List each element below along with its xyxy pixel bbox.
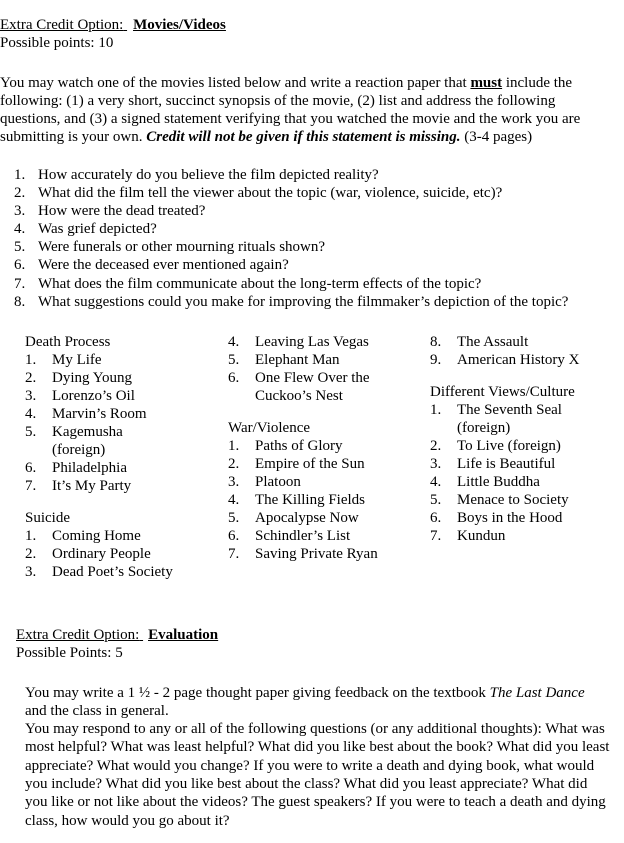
movie-item-number: 7. <box>430 527 442 544</box>
movie-item-number: 1. <box>25 527 37 544</box>
movie-item-number: 4. <box>228 491 240 508</box>
movie-list-item <box>25 527 225 545</box>
movie-list-item <box>25 387 225 405</box>
movie-title: Ordinary People <box>52 545 151 562</box>
movie-title: Dying Young <box>52 369 133 386</box>
movies-section-heading <box>0 16 624 34</box>
movie-list-item <box>228 491 428 509</box>
movie-item-number: 7. <box>228 545 240 562</box>
movie-title: Schindler’s List <box>255 527 351 544</box>
movie-title: Philadelphia <box>52 459 127 476</box>
eval-p1-part2: and the class in general. <box>25 702 169 719</box>
movie-item-number: 4. <box>25 405 37 422</box>
movie-item-number: 5. <box>228 509 240 526</box>
movie-item-number: 3. <box>25 387 37 404</box>
movie-item-number: 1. <box>25 351 37 368</box>
movie-title: Kundun <box>457 527 506 544</box>
movie-title: Platoon <box>255 473 301 490</box>
movie-list-item <box>430 351 624 369</box>
movie-item-number: 6. <box>228 369 240 386</box>
movie-title: Elephant Man <box>255 351 340 368</box>
movie-list-item <box>228 455 428 473</box>
movie-list-item <box>430 437 624 455</box>
question-item <box>0 184 624 202</box>
eval-p1-part1: You may write a 1 ½ - 2 page thought paper giving feedback on the textbook <box>25 684 490 701</box>
question-item <box>0 256 624 274</box>
movie-title: My Life <box>52 351 102 368</box>
movie-item-number: 7. <box>25 477 37 494</box>
movie-item-number: 3. <box>430 455 442 472</box>
movie-list <box>430 333 624 369</box>
question-number: 6. <box>14 257 26 274</box>
movie-list-item <box>228 509 428 527</box>
movies-possible-points: Possible points: 10 <box>0 35 114 52</box>
movie-item-number: 5. <box>25 423 37 440</box>
movie-category-label: Suicide <box>25 509 70 526</box>
movie-list-item <box>430 333 624 351</box>
movie-item-number: 6. <box>25 459 37 476</box>
movie-list-item <box>228 351 428 369</box>
movie-list <box>228 333 428 405</box>
column-spacer <box>228 405 428 419</box>
movie-item-number: 6. <box>430 509 442 526</box>
movie-title: American History X <box>457 351 580 368</box>
movie-item-number: 9. <box>430 351 442 368</box>
movie-item-number: 3. <box>25 563 37 580</box>
movie-title: Paths of Glory <box>255 437 343 454</box>
movie-title: Saving Private Ryan <box>255 545 378 562</box>
evaluation-section <box>16 626 624 830</box>
movie-list-item <box>228 333 428 351</box>
question-item <box>0 166 624 184</box>
question-text: Was grief depicted? <box>38 221 157 238</box>
intro-emphasis-must: must <box>470 74 503 91</box>
question-text: What did the film tell the viewer about the topic (war, violence, suicide, etc)? <box>38 184 503 201</box>
movie-title: Cuckoo’s Nest <box>255 387 343 404</box>
movie-list-item <box>25 545 225 563</box>
intro-text-part1: You may watch one of the movies listed below and write a reaction paper that <box>0 74 471 91</box>
eval-book-title: The Last Dance <box>489 684 585 701</box>
question-item <box>0 220 624 238</box>
question-number: 7. <box>14 275 26 292</box>
movie-title: Little Buddha <box>457 473 540 490</box>
movie-list-item <box>430 527 624 545</box>
question-text: How were the dead treated? <box>38 203 206 220</box>
question-number: 5. <box>14 239 26 256</box>
movie-list <box>430 401 624 545</box>
evaluation-possible-points: Possible Points: 5 <box>16 645 123 662</box>
movie-list-item <box>430 491 624 509</box>
movies-heading-title: Movies/Videos <box>133 17 226 33</box>
movie-category-label: War/Violence <box>228 419 311 436</box>
movie-item-number: 4. <box>430 473 442 490</box>
movie-list-item <box>228 527 428 545</box>
movie-list-item <box>430 473 624 491</box>
movie-item-number: 3. <box>228 473 240 490</box>
evaluation-heading-prefix: Extra Credit Option: <box>16 626 140 643</box>
movie-category-label: Different Views/Culture <box>430 383 575 400</box>
question-item <box>0 238 624 256</box>
question-text: What does the film communicate about the long-term effects of the topic? <box>38 275 482 292</box>
evaluation-body <box>25 684 624 830</box>
column-spacer <box>430 369 624 383</box>
reaction-paper-questions-list <box>0 166 624 311</box>
movie-list-item <box>228 437 428 455</box>
movie-title: One Flew Over the <box>255 369 370 386</box>
movie-list-item <box>228 545 428 563</box>
movie-list-item <box>430 509 624 527</box>
movie-title: Empire of the Sun <box>255 455 365 472</box>
movie-item-number: 2. <box>25 545 37 562</box>
movies-intro-paragraph <box>0 74 615 147</box>
movie-column-2 <box>228 333 428 563</box>
movie-title: Dead Poet’s Society <box>52 563 173 580</box>
movie-category-columns <box>0 333 624 588</box>
movie-item-number: 6. <box>228 527 240 544</box>
intro-text-part3: (3-4 pages) <box>460 129 533 146</box>
question-item <box>0 293 624 311</box>
evaluation-heading-title: Evaluation <box>148 626 219 643</box>
movie-title: The Killing Fields <box>255 491 365 508</box>
movie-list <box>228 437 428 563</box>
movie-list <box>25 351 225 495</box>
column-spacer <box>25 495 225 509</box>
movie-column-3 <box>430 333 624 545</box>
evaluation-paragraph-1 <box>25 684 605 721</box>
movie-title: (foreign) <box>457 419 511 436</box>
evaluation-section-heading <box>16 626 624 644</box>
movie-list-item <box>25 405 225 423</box>
evaluation-paragraph-2: You may respond to any or all of the following questions (or any additional thoughts): What was most helpful? What was least helpful? What did you like best about the book? What did you least appreciate? What would you change? If you were to write a death and dying book, what would you include? What did you like best about the class? What did you least appreciate? What did you like or not like about the videos? The guest speakers? If you were to teach a death and dying class, how would you go about it? <box>25 721 610 829</box>
movie-title: It’s My Party <box>52 477 132 494</box>
movie-item-number: 1. <box>228 437 240 454</box>
movie-title: The Seventh Seal <box>457 401 562 418</box>
movie-item-number: 2. <box>25 369 37 386</box>
question-number: 2. <box>14 184 26 201</box>
movie-category-label: Death Process <box>25 333 111 350</box>
movie-title: Life is Beautiful <box>457 455 556 472</box>
movie-list-item <box>228 473 428 491</box>
movie-title: Menace to Society <box>457 491 569 508</box>
movie-category-heading <box>25 333 225 351</box>
movie-title: To Live (foreign) <box>457 437 561 454</box>
movie-list-item <box>25 351 225 369</box>
movie-category-heading <box>430 383 624 401</box>
movie-list-item <box>25 423 225 459</box>
movie-item-number: 4. <box>228 333 240 350</box>
movie-title: Lorenzo’s Oil <box>52 387 135 404</box>
question-number: 1. <box>14 166 26 183</box>
movie-list <box>25 527 225 581</box>
movie-title: (foreign) <box>52 441 106 458</box>
movie-title: Boys in the Hood <box>457 509 563 526</box>
question-item <box>0 202 624 220</box>
movie-category-heading <box>25 509 225 527</box>
movie-title: The Assault <box>457 333 529 350</box>
movie-list-item <box>25 459 225 477</box>
question-number: 8. <box>14 293 26 310</box>
question-number: 4. <box>14 221 26 238</box>
movie-title: Marvin’s Room <box>52 405 147 422</box>
movie-category-heading <box>228 419 428 437</box>
movie-title: Kagemusha <box>52 423 123 440</box>
movie-item-number: 1. <box>430 401 442 418</box>
movie-item-number: 2. <box>430 437 442 454</box>
question-text: Were funerals or other mourning rituals shown? <box>38 239 326 256</box>
question-text: What suggestions could you make for improving the filmmaker’s depiction of the topic? <box>38 293 569 310</box>
movie-title: Apocalypse Now <box>255 509 359 526</box>
movies-heading-prefix: Extra Credit Option: <box>0 17 124 33</box>
movie-title: Leaving Las Vegas <box>255 333 369 350</box>
movie-item-number: 5. <box>430 491 442 508</box>
movie-list-item <box>430 455 624 473</box>
question-item <box>0 275 624 293</box>
question-text: How accurately do you believe the film depicted reality? <box>38 166 379 183</box>
question-text: Were the deceased ever mentioned again? <box>38 257 289 274</box>
movie-title: Coming Home <box>52 527 141 544</box>
intro-emphasis-credit: Credit will not be given if this statement is missing. <box>146 129 461 146</box>
movie-list-item <box>430 401 624 437</box>
intro-text-part2: include the following: (1) a very short, succinct synopsis of the movie, (2) list and address the following questions, and (3) a signed statement verifying that you watched the movie and the work you are submitting is your own. <box>0 74 581 146</box>
movie-list-item <box>228 369 428 405</box>
movie-item-number: 2. <box>228 455 240 472</box>
movie-item-number: 5. <box>228 351 240 368</box>
question-number: 3. <box>14 203 26 220</box>
movie-item-number: 8. <box>430 333 442 350</box>
movie-list-item <box>25 477 225 495</box>
movie-column-1 <box>25 333 225 581</box>
movie-list-item <box>25 563 225 581</box>
movie-list-item <box>25 369 225 387</box>
